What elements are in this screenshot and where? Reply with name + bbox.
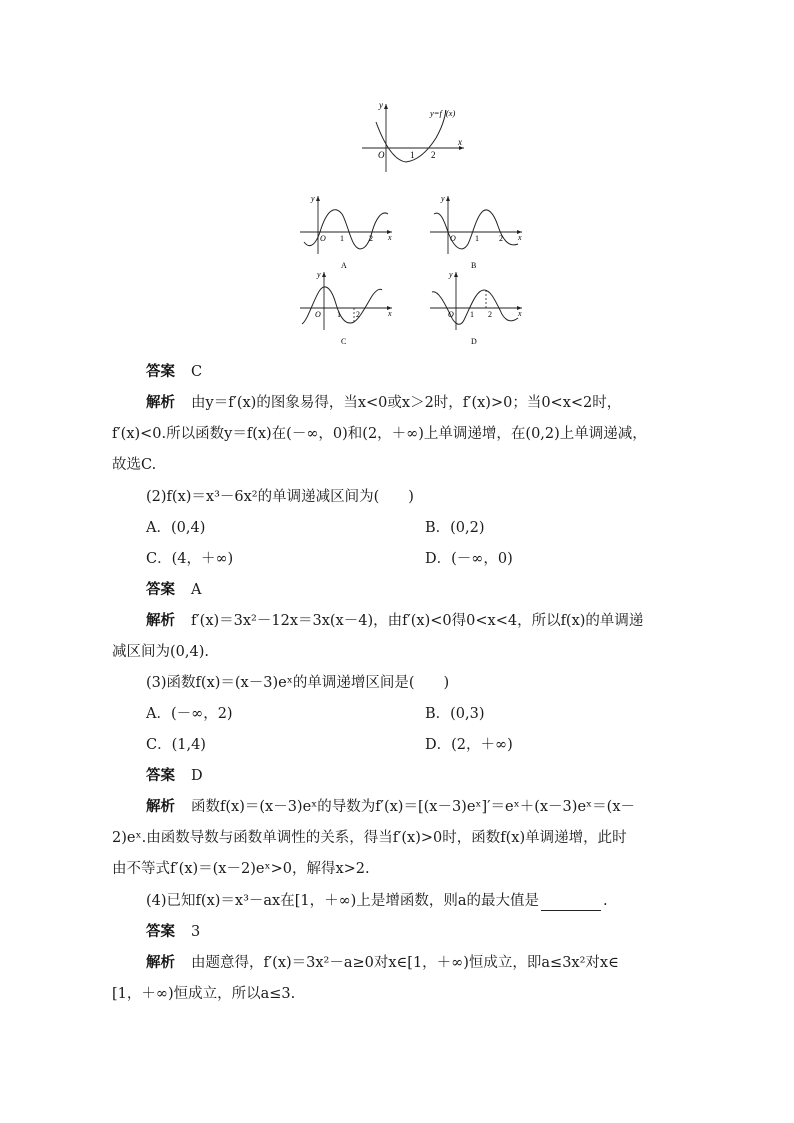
q2-stem: (2)f(x)＝x³－6x²的单调递减区间为( ) (146, 489, 414, 505)
x-axis-label: x (388, 309, 392, 318)
q4-analysis-line-2: [1，＋∞)恒成立，所以a≤3. (112, 986, 296, 1002)
q1-analysis-line-3: 故选C. (112, 457, 157, 473)
q1-answer (146, 362, 202, 382)
option-a-curve (304, 210, 388, 249)
q2-answer (146, 580, 201, 600)
q3-option-a: A．(－∞，2) (146, 706, 233, 722)
origin-label: O (448, 310, 454, 319)
option-a-graph (296, 192, 400, 272)
origin-label: O (320, 234, 326, 243)
q3-option-c: C．(1,4) (146, 737, 206, 753)
q2-option-a: A．(0,4) (146, 520, 206, 536)
y-axis-label: y (379, 100, 383, 110)
analysis-label: 解析 (146, 799, 175, 815)
y-axis-arrow-icon (316, 196, 320, 201)
origin-label: O (450, 234, 456, 243)
q3-analysis-line-2: 2)eˣ.由函数导数与函数单调性的关系，得当f′(x)>0时，函数f(x)单调递增，此时 (112, 830, 627, 846)
option-b-graph (426, 192, 530, 272)
tick-1-label: 1 (410, 150, 415, 160)
q3-analysis-line-3: 由不等式f′(x)＝(x－2)eˣ>0，解得x>2. (112, 861, 370, 877)
answer-value: C (191, 364, 203, 380)
option-b-caption: B (471, 261, 477, 270)
tick-1-label: 1 (340, 234, 344, 243)
answer-value: 3 (191, 924, 201, 940)
q1-analysis-line-2: f′(x)<0.所以函数y＝f(x)在(－∞，0)和(2，＋∞)上单调递增，在(0,2)上单调递减， (112, 426, 647, 442)
y-axis-label: y (311, 194, 315, 203)
analysis-text: 由y＝f′(x)的图象易得，当x<0或x＞2时，f′(x)>0；当0<x<2时， (191, 395, 622, 411)
q4-stem-text: (4)已知f(x)＝x³－ax在[1，＋∞)上是增函数，则a的最大值是 (146, 893, 539, 909)
q2-option-d: D．(－∞，0) (425, 551, 513, 567)
y-axis-arrow-icon (322, 272, 326, 277)
x-axis-label: x (458, 137, 462, 147)
q3-answer (146, 766, 203, 786)
option-d-graph (426, 268, 530, 348)
answer-blank (541, 896, 601, 911)
y-axis-label: y (317, 270, 321, 279)
answer-label: 答案 (146, 924, 175, 940)
x-axis-label: x (518, 309, 522, 318)
tick-2-label: 2 (356, 310, 360, 319)
tick-1-label: 1 (475, 234, 479, 243)
q1-analysis-line-1 (146, 393, 621, 413)
y-axis-label: y (441, 194, 445, 203)
analysis-label: 解析 (146, 613, 175, 629)
origin-label: O (315, 310, 321, 319)
q3-option-d: D．(2，＋∞) (425, 737, 513, 753)
answer-value: D (191, 768, 203, 784)
y-axis-arrow-icon (446, 196, 450, 201)
origin-label: O (378, 150, 385, 160)
curve-label: y=f ′(x) (430, 108, 456, 118)
tick-1-label: 1 (470, 310, 474, 319)
tick-2-label: 2 (369, 234, 373, 243)
analysis-text: 函数f(x)＝(x－3)eˣ的导数为f′(x)＝[(x－3)eˣ]′＝eˣ＋(x－3)eˣ＝(x－ (191, 799, 636, 815)
y-axis-arrow-icon (384, 104, 388, 109)
answer-label: 答案 (146, 768, 175, 784)
q4-stem-end: . (602, 893, 608, 909)
option-a-caption: A (341, 261, 347, 270)
option-b-curve (434, 210, 518, 249)
y-axis-arrow-icon (454, 272, 458, 277)
q3-analysis-line-1 (146, 797, 635, 817)
q3-stem: (3)函数f(x)＝(x－3)eˣ的单调递增区间是( ) (146, 675, 450, 691)
q3-option-b: B．(0,3) (425, 706, 485, 722)
option-d-caption: D (471, 337, 477, 346)
q2-analysis-line-2: 减区间为(0,4). (112, 644, 209, 660)
option-c-curve (302, 287, 382, 324)
answer-label: 答案 (146, 364, 175, 380)
q4-answer (146, 922, 200, 942)
tick-1-label: 1 (337, 310, 341, 319)
option-c-graph (296, 268, 400, 348)
answer-value: A (191, 582, 202, 598)
derivative-graph (360, 98, 470, 174)
option-c-caption: C (341, 337, 347, 346)
analysis-label: 解析 (146, 955, 175, 971)
y-axis-label: y (449, 270, 453, 279)
tick-2-label: 2 (488, 310, 492, 319)
q4-stem (146, 891, 608, 911)
analysis-text: f′(x)＝3x²－12x＝3x(x－4)，由f′(x)<0得0<x<4，所以f(x)的单调递 (191, 613, 644, 629)
x-axis-label: x (518, 233, 522, 242)
tick-2-label: 2 (499, 234, 503, 243)
answer-label: 答案 (146, 582, 175, 598)
analysis-text: 由题意得，f′(x)＝3x²－a≥0对x∈[1，＋∞)恒成立，即a≤3x²对x∈ (191, 955, 619, 971)
q2-option-b: B．(0,2) (425, 520, 485, 536)
analysis-label: 解析 (146, 395, 175, 411)
q4-analysis-line-1 (146, 953, 619, 973)
q2-option-c: C．(4，＋∞) (146, 551, 234, 567)
q2-analysis-line-1 (146, 611, 643, 631)
tick-2-label: 2 (431, 150, 436, 160)
option-d-curve (432, 290, 518, 324)
x-axis-label: x (388, 233, 392, 242)
